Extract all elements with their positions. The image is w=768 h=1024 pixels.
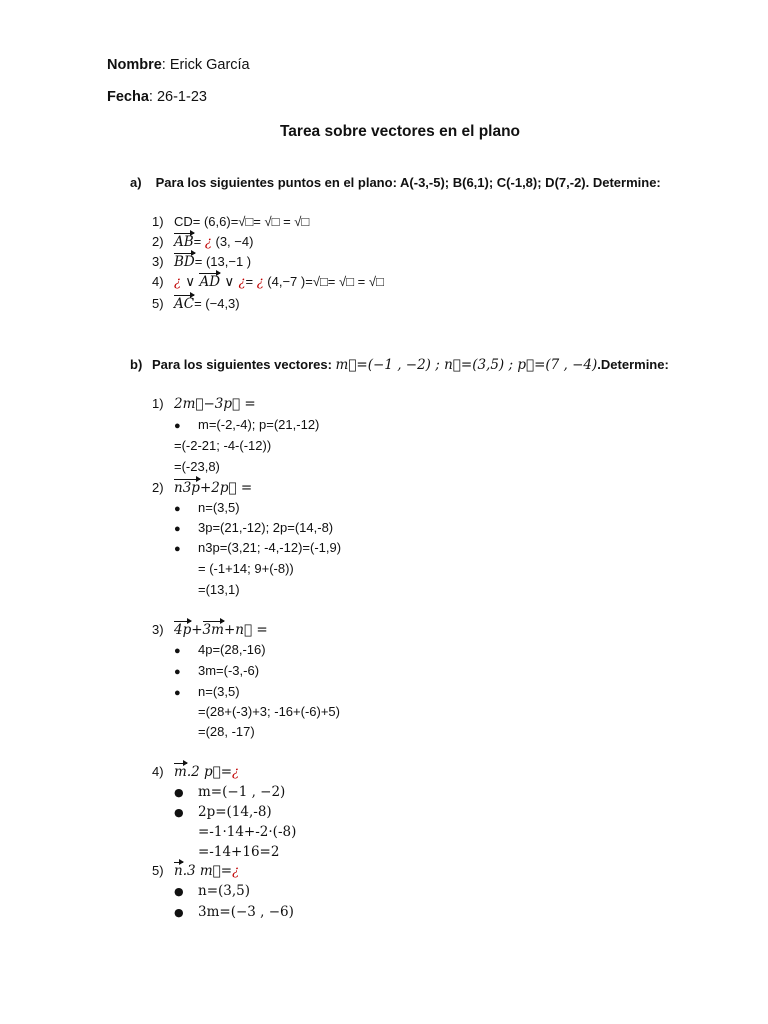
item-num: 3) (152, 622, 164, 637)
name-value: : Erick García (161, 57, 250, 73)
item-text: CD= (6,6)=√□= √□ = √□ (174, 214, 310, 229)
work-line: =(28+(-3)+3; -16+(-6)+5) (198, 704, 340, 719)
red-mark: ¿ (256, 275, 264, 290)
bullet-icon: ● (174, 645, 181, 657)
or-symbol: ∨ (220, 274, 239, 290)
item-eq: = (193, 234, 205, 249)
item-num: 4) (152, 764, 164, 779)
vector-ac: AC (174, 296, 195, 312)
bullet-line (174, 642, 266, 657)
item-eq: = (−4,3) (194, 296, 240, 311)
exercise-b3 (152, 622, 268, 638)
exercise-b5 (152, 863, 239, 879)
bullet-text: n=(3,5) (198, 500, 240, 515)
vector-n3p: n3p (174, 480, 200, 496)
item-rest: (4,−7 )=√□= √□ = √□ (263, 274, 384, 289)
bullet-line (174, 417, 319, 432)
exercise-expression: +2p⃗ = (199, 480, 253, 496)
bullet-line (174, 784, 285, 800)
or-symbol: ∨ (180, 274, 200, 290)
plus-sign: + (191, 622, 203, 638)
section-a-marker: a) (130, 175, 142, 190)
bullet-text: n=(3,5) (198, 883, 251, 899)
item-num: 1) (152, 396, 164, 411)
red-mark: ¿ (204, 235, 212, 250)
item-a3 (152, 254, 251, 270)
bullet-text: 3m=(-3,-6) (198, 663, 260, 678)
vector-3m: 3m (202, 622, 224, 638)
vector-m: m (174, 764, 187, 780)
bullet-icon: ● (174, 885, 184, 898)
item-a5 (152, 296, 240, 312)
work-line: =(13,1) (198, 582, 240, 597)
item-num: 2) (152, 234, 164, 249)
red-mark: ¿ (232, 765, 240, 780)
work-line: = (-1+14; 9+(-8)) (198, 561, 294, 576)
vector-bd: BD (174, 254, 195, 270)
exercise-expression: .2 p⃗= (186, 764, 233, 780)
vector-4p: 4p (174, 622, 192, 638)
section-a-prompt: Para los siguientes puntos en el plano: A(-3,-5); B(6,1); C(-1,8); D(7,-2). Determine: (155, 175, 661, 190)
student-name (107, 57, 250, 73)
section-b-tail: .Determine: (597, 357, 669, 372)
section-b-prompt: Para los siguientes vectores: (152, 357, 336, 372)
work-line: =-1·14+-2·(-8) (198, 824, 297, 840)
bullet-line (174, 520, 333, 535)
vector-definitions: m⃗=(−1 , −2) ; n⃗=(3,5) ; p⃗=(7 , −4) (335, 357, 598, 373)
bullet-line (174, 540, 341, 555)
bullet-icon: ● (174, 687, 181, 699)
bullet-icon: ● (174, 543, 181, 555)
exercise-expression: .3 m⃗= (182, 863, 233, 879)
exercise-b1 (152, 396, 256, 412)
bullet-line (174, 804, 272, 820)
bullet-icon: ● (174, 420, 181, 432)
bullet-text: 4p=(28,-16) (198, 642, 266, 657)
red-mark: ¿ (232, 864, 240, 879)
bullet-text: 3p=(21,-12); 2p=(14,-8) (198, 520, 334, 535)
bullet-text: m=(−1 , −2) (198, 784, 286, 800)
date-value: : 26-1-23 (148, 89, 207, 105)
bullet-icon: ● (174, 786, 184, 799)
bullet-icon: ● (174, 666, 181, 678)
exercise-b2 (152, 480, 252, 496)
item-a2 (152, 234, 253, 250)
vector-ad: AD (199, 274, 221, 290)
page-title: Tarea sobre vectores en el plano (279, 123, 521, 140)
item-num: 1) (152, 214, 164, 229)
item-eq: = (245, 274, 257, 289)
vector-ab: AB (174, 234, 194, 250)
item-num: 3) (152, 254, 164, 269)
item-num: 4) (152, 274, 164, 289)
date (107, 89, 207, 105)
bullet-line (174, 883, 250, 899)
work-line: =(-2-21; -4-(-12)) (174, 438, 272, 453)
work-line: =(28, -17) (198, 724, 255, 739)
bullet-text: n3p=(3,21; -4,-12)=(-1,9) (198, 540, 342, 555)
item-a4 (152, 274, 384, 290)
bullet-icon: ● (174, 806, 184, 819)
exercise-expression: +n⃗ = (223, 622, 268, 638)
item-a1 (152, 214, 309, 229)
bullet-line (174, 684, 240, 699)
bullet-icon: ● (174, 906, 184, 919)
item-num: 2) (152, 480, 164, 495)
bullet-line (174, 500, 240, 515)
name-label: Nombre (107, 57, 162, 73)
work-line: =(-23,8) (174, 459, 220, 474)
item-rest: (3, −4) (211, 234, 254, 249)
item-eq: = (13,−1 ) (194, 254, 252, 269)
section-b-marker: b) (130, 357, 143, 372)
item-num: 5) (152, 296, 164, 311)
item-num: 5) (152, 863, 164, 878)
section-b-heading (130, 357, 669, 373)
bullet-icon: ● (174, 523, 181, 535)
red-mark: ¿ (238, 275, 246, 290)
bullet-text: 2p=(14,-8) (198, 804, 272, 820)
bullet-line (174, 904, 294, 920)
exercise-expression: 2m⃗−3p⃗ = (174, 396, 256, 412)
bullet-icon: ● (174, 503, 181, 515)
date-label: Fecha (107, 89, 149, 105)
bullet-text: 3m=(−3 , −6) (198, 904, 294, 920)
bullet-text: m=(-2,-4); p=(21,-12) (198, 417, 320, 432)
exercise-b4 (152, 764, 239, 780)
red-mark: ¿ (174, 275, 181, 290)
bullet-line (174, 663, 259, 678)
work-line: =-14+16=2 (198, 844, 280, 860)
vector-n: n (174, 863, 183, 879)
bullet-text: n=(3,5) (198, 684, 240, 699)
section-a-heading (130, 175, 661, 190)
